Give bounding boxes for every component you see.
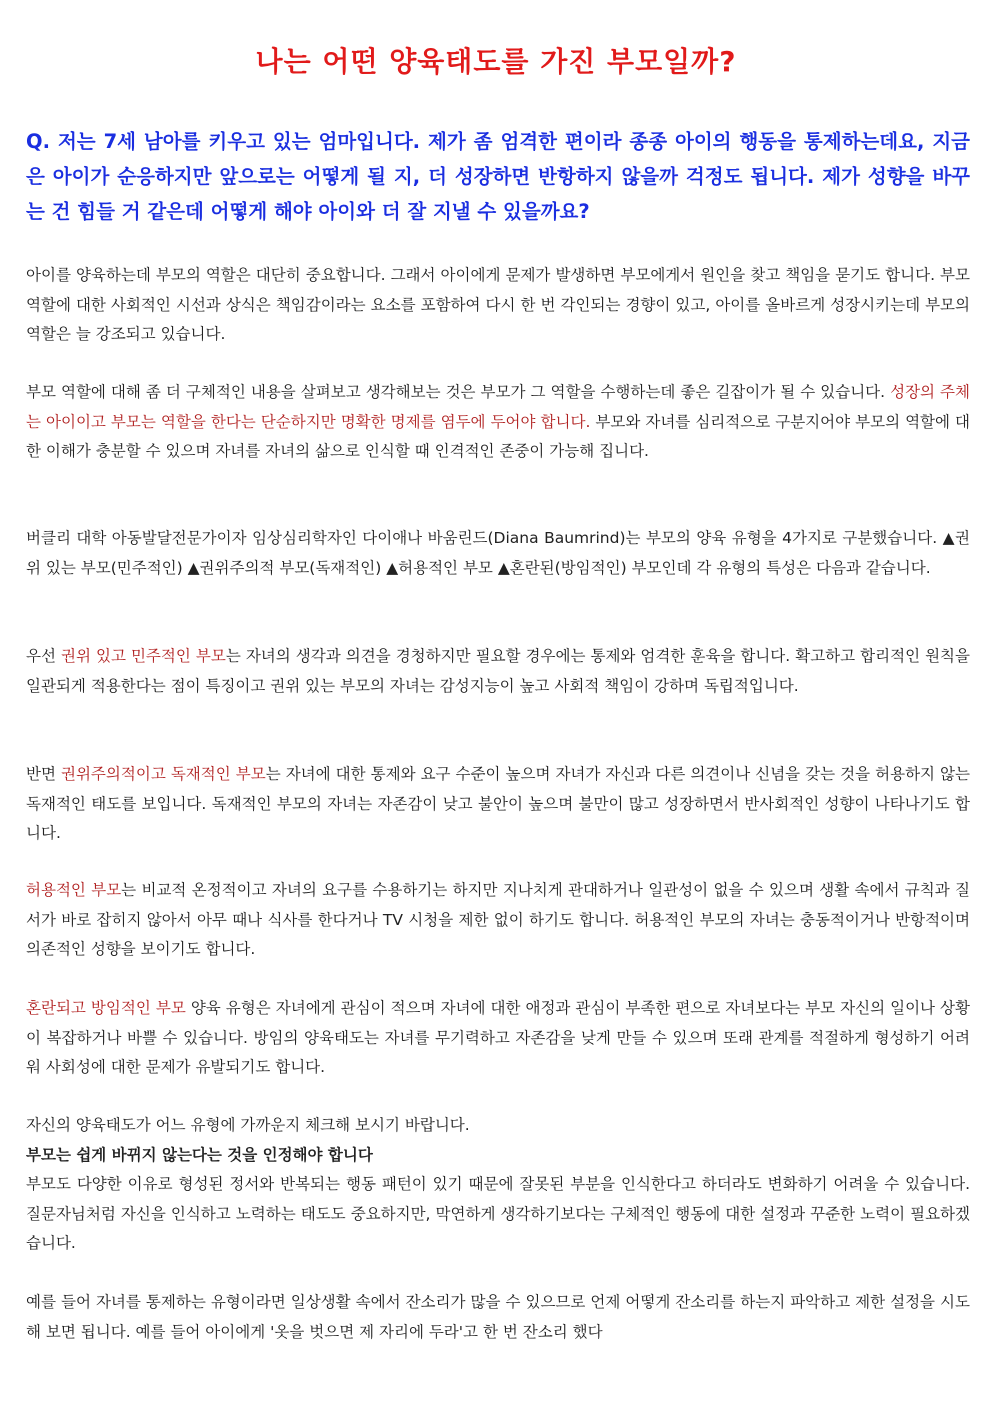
paragraph-role-details [26, 378, 970, 467]
paragraph-text: 는 자녀의 생각과 의견을 경청하지만 필요할 경우에는 통제와 엄격한 훈육을 합니다. 확고하고 합리적인 원칙을 일관되게 적용한다는 점이 특징이고 권위 있는 부모의 자녀는 감성지능이 높고 사회적 책임이 강하며 독립적입니다. [26, 647, 970, 695]
paragraph-text: 는 비교적 온정적이고 자녀의 요구를 수용하기는 하지만 지나치게 관대하거나 일관성이 없을 수 있으며 생활 속에서 규칙과 질서가 바로 잡히지 않아서 아무 때나 식사를 한다거나 TV 시청을 제한 없이 하기도 합니다. 허용적인 부모의 자녀는 충동적이거나 반항적이며 의존적인 성향을 보이기도 합니다. [26, 881, 970, 958]
paragraph-authoritative [26, 642, 970, 701]
section-heading: 부모는 쉽게 바뀌지 않는다는 것을 인정해야 합니다 [26, 1145, 373, 1164]
highlight-text: 혼란되고 방임적인 부모 [26, 999, 186, 1017]
paragraph-permissive [26, 876, 970, 965]
paragraph-text: 는 자녀에 대한 통제와 요구 수준이 높으며 자녀가 자신과 다른 의견이나 신념을 갖는 것을 허용하지 않는 독재적인 태도를 보입니다. 독재적인 부모의 자녀는 자존감이 낮고 불안이 높으며 불만이 많고 성장하면서 반사회적인 성향이 나타나기도 합니다. [26, 765, 971, 842]
paragraph-authoritarian [26, 760, 970, 849]
paragraph-text: 반면 [26, 765, 61, 783]
highlight-text: 허용적인 부모 [26, 881, 122, 899]
page-title: 나는 어떤 양육태도를 가진 부모일까? [255, 45, 737, 78]
paragraph-parent-role: 아이를 양육하는데 부모의 역할은 대단히 중요합니다. 그래서 아이에게 문제가 발생하면 부모에게서 원인을 찾고 책임을 묻기도 합니다. 부모 역할에 대한 사회적인 시선과 상식은 책임감이라는 요소를 포함하여 다시 한 번 각인되는 경향이 있고, 아이를 올바르게 성장시키는데 부모의 역할은 늘 강조되고 있습니다. [26, 266, 970, 343]
paragraph-example: 예를 들어 자녀를 통제하는 유형이라면 일상생활 속에서 잔소리가 많을 수 있으므로 언제 어떻게 잔소리를 하는지 파악하고 제한 설정을 시도해 보면 됩니다. 예를 들어 아이에게 '옷을 벗으면 제 자리에 두라'고 한 번 잔소리 했다 [26, 1293, 970, 1341]
paragraph-neglectful [26, 994, 970, 1083]
paragraph-text: 우선 [26, 647, 61, 665]
highlight-text: 권위 있고 민주적인 부모 [60, 647, 226, 665]
paragraph-acceptance [26, 1111, 970, 1259]
highlight-text: 성장의 주체는 아이이고 부모는 역할을 한다는 단순하지만 명확한 명제를 염두에 두어야 합니다. [26, 383, 971, 431]
paragraph-baumrind: 버클리 대학 아동발달전문가이자 임상심리학자인 다이애나 바움린드(Diana Baumrind)는 부모의 양육 유형을 4가지로 구분했습니다. ▲권위 있는 부모(민주적인) ▲권위주의적 부모(독재적인) ▲허용적인 부모 ▲혼란된(방임적인) 부모인데 각 유형의 특성은 다음과 같습니다. [26, 529, 970, 577]
paragraph-text: 양육 유형은 자녀에게 관심이 적으며 자녀에 대한 애정과 관심이 부족한 편으로 자녀보다는 부모 자신의 일이나 상황이 복잡하거나 바쁠 수 있습니다. 방임의 양육태도는 자녀를 무기력하고 자존감을 낮게 만들 수 있으며 또래 관계를 적절하게 형성하기 어려워 사회성에 대한 문제가 유발되기도 합니다. [26, 999, 970, 1076]
paragraph-text: 부모도 다양한 이유로 형성된 정서와 반복되는 행동 패턴이 있기 때문에 잘못된 부분을 인식한다고 하더라도 변화하기 어려울 수 있습니다. 질문자님처럼 자신을 인식하고 노력하는 태도도 중요하지만, 막연하게 생각하기보다는 구체적인 행동에 대한 설정과 꾸준한 노력이 필요하겠습니다. [26, 1175, 970, 1252]
highlight-text: 권위주의적이고 독재적인 부모 [60, 765, 266, 783]
paragraph-text: 자신의 양육태도가 어느 유형에 가까운지 체크해 보시기 바랍니다. [26, 1116, 470, 1134]
question-paragraph: Q. 저는 7세 남아를 키우고 있는 엄마입니다. 제가 좀 엄격한 편이라 종종 아이의 행동을 통제하는데요, 지금은 아이가 순응하지만 앞으로는 어떻게 될 지, 더 성장하면 반항하지 않을까 걱정도 됩니다. 제가 성향을 바꾸는 건 힘들 거 같은데 어떻게 해야 아이와 더 잘 지낼 수 있을까요? [26, 130, 970, 223]
paragraph-text: 부모 역할에 대해 좀 더 구체적인 내용을 살펴보고 생각해보는 것은 부모가 그 역할을 수행하는데 좋은 길잡이가 될 수 있습니다. [26, 383, 891, 401]
paragraph-text: 부모와 자녀를 심리적으로 구분지어야 부모의 역할에 대한 이해가 충분할 수 있으며 자녀를 자녀의 삶으로 인식할 때 인격적인 존중이 가능해 집니다. [26, 412, 971, 460]
